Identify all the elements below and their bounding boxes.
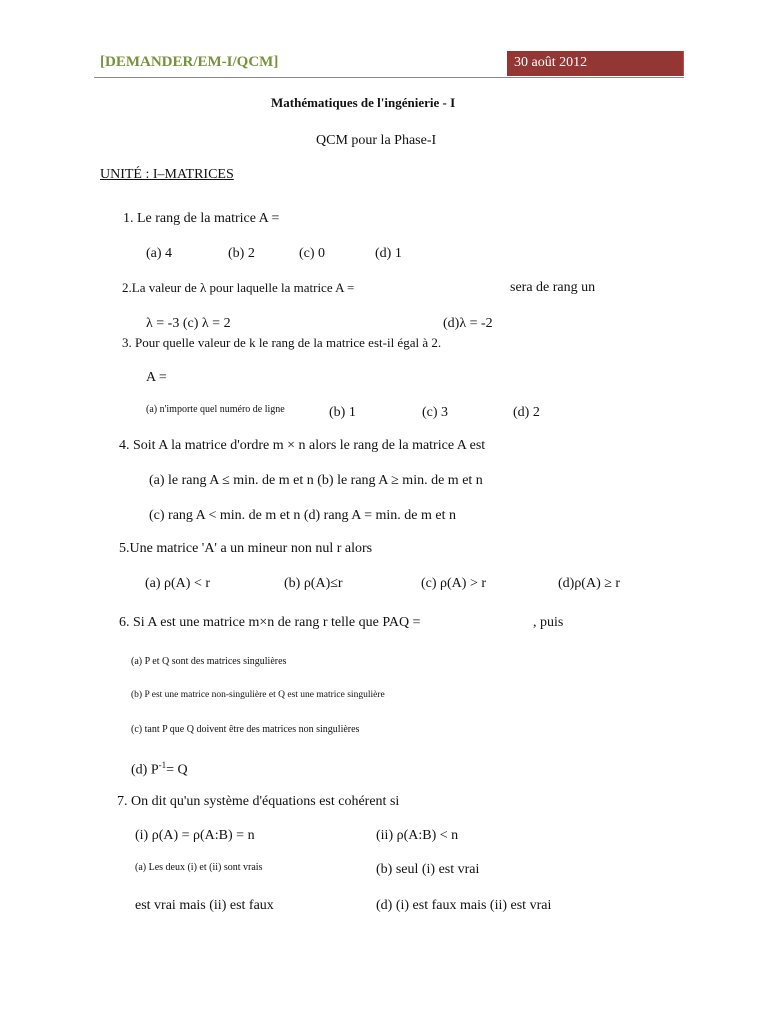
q3-matrix-label: A =: [146, 370, 167, 385]
q7-condition-ii: (ii) ρ(A:B) < n: [376, 828, 459, 843]
q3-option-b: (b) 1: [329, 405, 356, 420]
document-date: 30 août 2012: [514, 55, 588, 70]
q4-options-cd: (c) rang A < min. de m et n (d) rang A = min. de m et n: [149, 508, 457, 523]
question-1: 1. Le rang de la matrice A =: [123, 211, 280, 226]
q5-option-c: (c) ρ(A) > r: [421, 576, 487, 591]
question-3: 3. Pour quelle valeur de k le rang de la matrice est-il égal à 2.: [122, 335, 442, 350]
q1-option-a: (a) 4: [146, 246, 173, 261]
q6-option-d-prefix: (d) P: [131, 762, 159, 778]
q1-option-d: (d) 1: [375, 246, 402, 261]
q3-option-c: (c) 3: [422, 405, 449, 420]
document-code: [DEMANDER/EM-I/QCM]: [100, 54, 279, 70]
q7-option-b: (b) seul (i) est vrai: [376, 862, 480, 877]
question-6: 6. Si A est une matrice m×n de rang r telle que PAQ =: [119, 615, 421, 630]
q6-option-b: (b) P est une matrice non-singulière et Q est une matrice singulière: [131, 690, 385, 700]
q7-option-a: (a) Les deux (i) et (ii) sont vrais: [135, 862, 263, 873]
q3-option-d: (d) 2: [513, 405, 540, 420]
q7-option-c: est vrai mais (ii) est faux: [135, 898, 274, 913]
question-6-tail: , puis: [533, 615, 564, 630]
q6-option-d-exponent: -1: [158, 760, 167, 770]
q6-option-c: (c) tant P que Q doivent être des matrices non singulières: [131, 724, 360, 735]
q4-options-ab: (a) le rang A ≤ min. de m et n (b) le rang A ≥ min. de m et n: [149, 473, 483, 488]
header-rule: [94, 77, 684, 78]
q1-option-c: (c) 0: [299, 246, 326, 261]
q5-option-d: (d)ρ(A) ≥ r: [558, 576, 621, 591]
question-2: 2.La valeur de λ pour laquelle la matrice A =: [122, 280, 355, 295]
question-4: 4. Soit A la matrice d'ordre m × n alors le rang de la matrice A est: [119, 438, 486, 453]
question-7: 7. On dit qu'un système d'équations est cohérent si: [117, 794, 400, 809]
q7-condition-i: (i) ρ(A) = ρ(A:B) = n: [135, 828, 255, 843]
question-5: 5.Une matrice 'A' a un mineur non nul r alors: [119, 541, 373, 556]
q7-option-d: (d) (i) est faux mais (ii) est vrai: [376, 898, 552, 913]
unit-heading: UNITÉ : I–MATRICES: [100, 167, 234, 182]
q2-option-d: (d)λ = -2: [443, 316, 493, 331]
q1-option-b: (b) 2: [228, 246, 255, 261]
question-2-tail: sera de rang un: [510, 280, 596, 295]
q6-option-d-suffix: = Q: [166, 762, 188, 778]
q3-option-a: (a) n'importe quel numéro de ligne: [146, 404, 285, 415]
document-title: Mathématiques de l'ingénierie - I: [271, 95, 456, 110]
document-subtitle: QCM pour la Phase-I: [316, 133, 437, 148]
q2-options-abc: λ = -3 (c) λ = 2: [146, 316, 231, 331]
q5-option-b: (b) ρ(A)≤r: [284, 576, 343, 591]
q6-option-d: [131, 760, 188, 779]
q6-option-a: (a) P et Q sont des matrices singulières: [131, 656, 287, 667]
q5-option-a: (a) ρ(A) < r: [145, 576, 211, 591]
